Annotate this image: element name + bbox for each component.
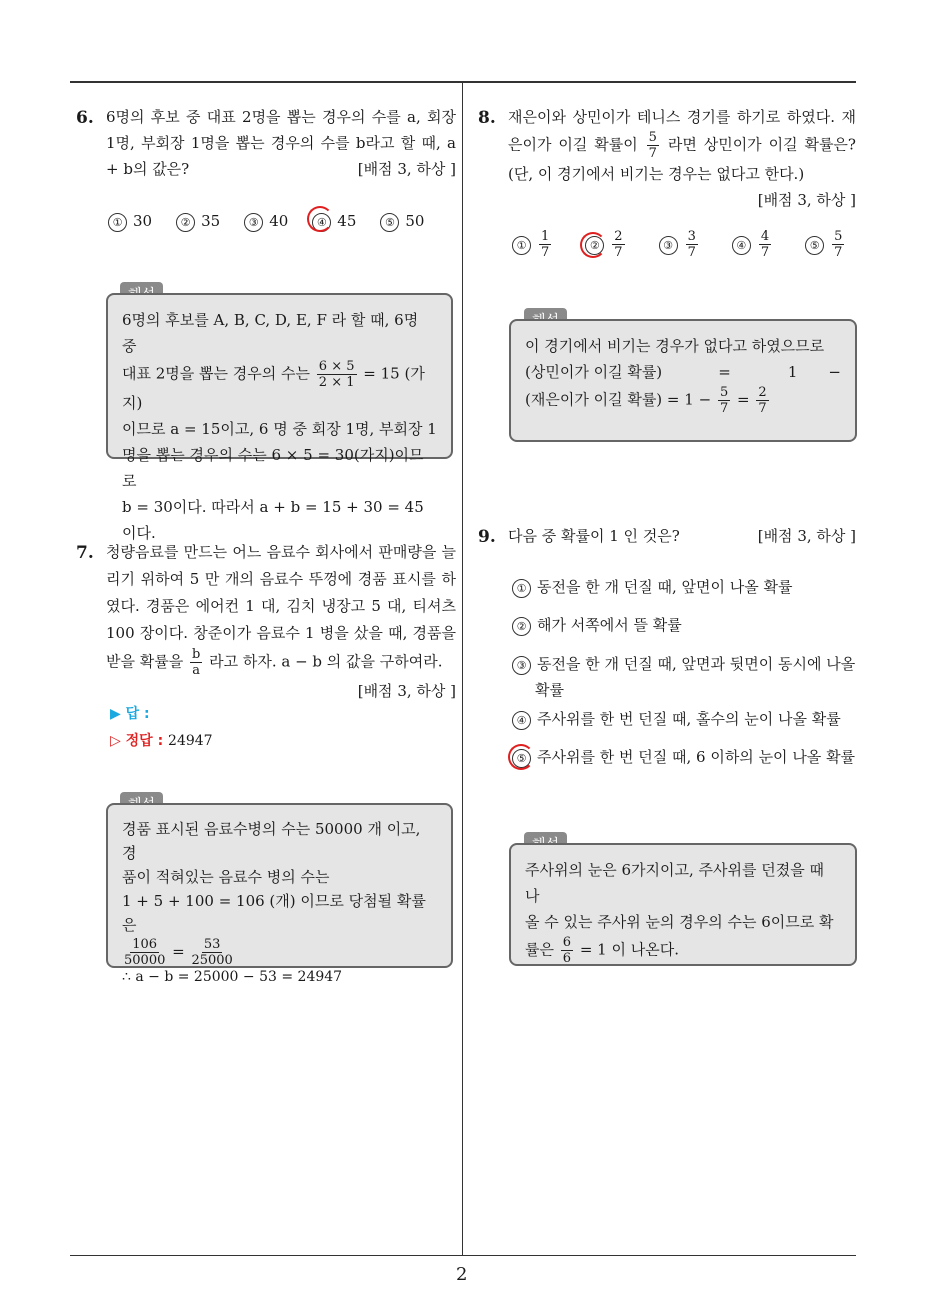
- q6-explain-box: 6명의 후보를 A, B, C, D, E, F 라 할 때, 6명 중 대표 2명을 뽑는 경우의 수는 $\frac{6 \times 5}{2 \times 1}$ = 15 (가지) 이므로 a = 15이고, 6 명 중 회장 1명, 부회장 1 명을 뽑는 경우의 수는 6 × 5 = 30(가지)이므로 b = 30이다. 따라서 a + b = 15 + 30 = 45이다.: [106, 293, 453, 459]
- q9-selected-mark: [508, 744, 534, 770]
- q9-choice-5[interactable]: ⑤ 주사위를 한 번 던질 때, 6 이하의 눈이 나올 확률: [512, 744, 870, 770]
- q8-choice-5[interactable]: ⑤ $\frac{5}{7}$: [805, 229, 846, 260]
- page-number: 2: [456, 1264, 468, 1285]
- q7-explain-box: 경품 표시된 음료수병의 수는 50000 개 이고, 경 품이 적혀있는 음료수 병의 수는 1 + 5 + 100 = 106 (개) 이므로 당첨될 확률은 $\frac{106}{50000}$ = $\frac{53}{25000}$ ∴ a − b = 25000 − 53 = 24947: [106, 803, 453, 968]
- q6-fraction: $\frac{6 \times 5}{2 \times 1}$: [318, 359, 355, 390]
- q9-question: [508, 523, 856, 549]
- q6-choice-5[interactable]: ⑤ 50: [380, 212, 424, 232]
- q8-explain-frac-1: $\frac{5}{7}$: [719, 385, 729, 416]
- q9-number: 9.: [478, 527, 496, 547]
- q6-number: 6.: [76, 108, 94, 128]
- top-rule: [70, 81, 856, 83]
- q8-fraction: $\frac{5}{7}$: [648, 130, 657, 161]
- bottom-rule: [70, 1255, 856, 1256]
- q9-score: [배점 3, 하상 ]: [757, 527, 856, 545]
- q6-choice-1[interactable]: ① 30: [108, 212, 152, 232]
- q7-fraction-2: $\frac{53}{25000}$: [191, 937, 233, 968]
- q7-number: 7.: [76, 543, 94, 563]
- q9-choice-2[interactable]: ② 해가 서쪽에서 뜰 확률: [512, 612, 852, 638]
- q6-score: [배점 3, 하상 ]: [357, 160, 456, 178]
- q6-choice-3[interactable]: ③ 40: [244, 212, 288, 232]
- q7-fraction-1: $\frac{106}{50000}$: [124, 937, 166, 968]
- q6-selected-mark: [307, 206, 333, 232]
- q7-question: 청량음료를 만드는 어느 음료수 회사에서 판매량을 늘리기 위하여 5 만 개의 음료수 뚜껑에 경품 표시를 하였다. 경품은 에어컨 1 대, 김치 냉장고 5 대, 티셔츠 100 장이다. 창준이가 음료수 1 병을 샀을 때, 경품을 받을 확률을 $\frac{b}{a}$ 라고 하자. a − b 의 값을 구하여라. [배점 3, 하상 ]: [106, 539, 456, 705]
- q9-explain-box: 주사위의 눈은 6가지이고, 주사위를 던졌을 때 나 올 수 있는 주사위 눈의 경우의 수는 6이므로 확 률은 $\frac{6}{6}$ = 1 이 나온다.: [509, 843, 857, 966]
- q6-text: 6명의 후보 중 대표 2명을 뽑는 경우의 수를 a, 회장 1명, 부회장 1명을 뽑는 경우의 수를 b라고 할 때, a + b의 값은?: [106, 108, 456, 178]
- q8-score: [배점 3, 하상 ]: [757, 191, 856, 209]
- q9-choice-4[interactable]: ④ 주사위를 한 번 던질 때, 홀수의 눈이 나올 확률: [512, 706, 857, 732]
- q8-choice-2[interactable]: ② $\frac{2}{7}$: [585, 229, 626, 260]
- q8-choice-1[interactable]: ① $\frac{1}{7}$: [512, 229, 553, 260]
- q9-choice-3[interactable]: ③ 동전을 한 개 던질 때, 앞면과 뒷면이 동시에 나올 확률: [512, 651, 870, 703]
- q6-choice-4[interactable]: ④ 45: [312, 212, 356, 232]
- q7-fraction: $\frac{b}{a}$: [192, 647, 201, 678]
- q9-text: 다음 중 확률이 1 인 것은?: [508, 527, 680, 545]
- q8-choice-3[interactable]: ③ $\frac{3}{7}$: [659, 229, 700, 260]
- q8-explain-frac-2: $\frac{2}{7}$: [758, 385, 767, 416]
- q7-correct-label: ▷ 정답 : 24947: [110, 733, 213, 749]
- q7-correct-value: 24947: [168, 733, 213, 749]
- q8-question: 재은이와 상민이가 테니스 경기를 하기로 하였다. 재은이가 이길 확률이 $\frac{5}{7}$ 라면 상민이가 이길 확률은? (단, 이 경기에서 비기는 경우는 없다고 한다.) [배점 3, 하상 ]: [508, 104, 856, 213]
- q6-choice-2[interactable]: ② 35: [176, 212, 220, 232]
- column-divider: [462, 83, 463, 1255]
- q8-number: 8.: [478, 108, 496, 128]
- q6-choices: [108, 212, 424, 232]
- q8-explain-box: 이 경기에서 비기는 경우가 없다고 하였으므로 (상민이가 이길 확률) = 1 − (재은이가 이길 확률) = 1 − $\frac{5}{7}$ = $\frac{2}{7}$: [509, 319, 857, 442]
- q7-score: [배점 3, 하상 ]: [357, 682, 456, 700]
- q6-question: [106, 104, 456, 182]
- q8-choices: [512, 229, 846, 260]
- q9-explain-frac: $\frac{6}{6}$: [562, 935, 572, 966]
- q9-choice-1[interactable]: ① 동전을 한 개 던질 때, 앞면이 나올 확률: [512, 574, 852, 600]
- q8-choice-4[interactable]: ④ $\frac{4}{7}$: [732, 229, 773, 260]
- q7-answer-label: ▶ 답 :: [110, 706, 150, 722]
- q8-selected-mark: [580, 232, 606, 258]
